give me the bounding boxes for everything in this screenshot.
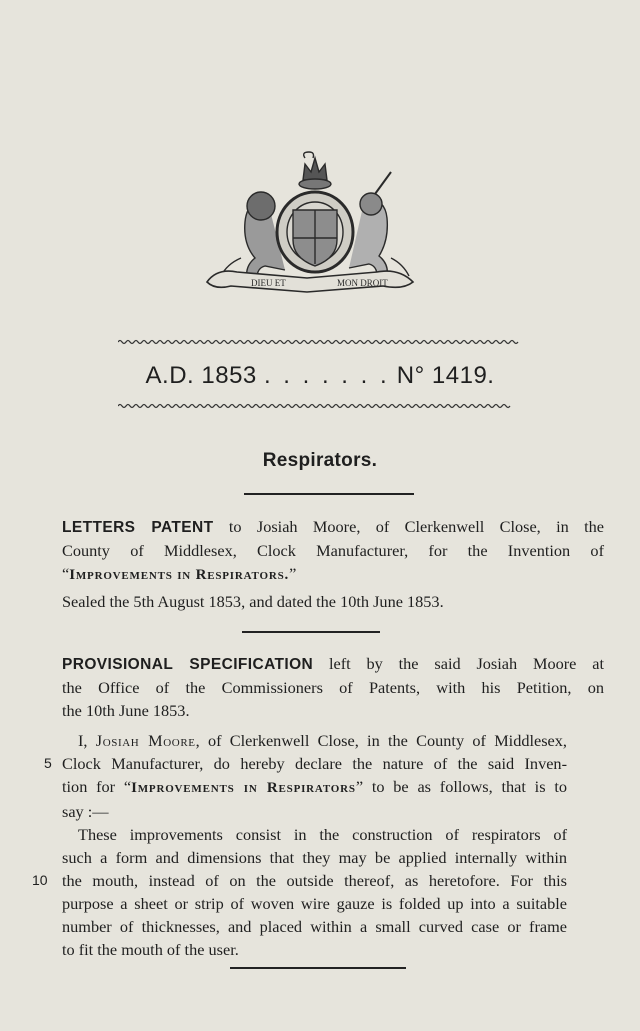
- letters-patent-paragraph: [62, 515, 604, 587]
- body-line: Clock Manufacturer, do hereby declare the nature of the said Inven-: [62, 754, 567, 773]
- open-quote: “: [62, 564, 70, 583]
- specification-body: [32, 729, 567, 961]
- document-title: Respirators.: [262, 450, 378, 471]
- invention-title: Improvements in Respirators.: [69, 567, 290, 583]
- wavy-rule-top: [118, 338, 528, 346]
- body-line: the mouth, instead of on the outside thereof, as heretofore. For this: [62, 871, 567, 890]
- provisional-line1: left by the said Josiah Moore at: [328, 654, 604, 673]
- letters-patent-heading: LETTERS PATENT: [62, 519, 214, 536]
- body-line: tion for “: [62, 777, 132, 796]
- body-line: ” to be as follows, that is to: [355, 777, 567, 796]
- divider-rule: [242, 631, 380, 633]
- royal-coat-of-arms: [205, 150, 425, 295]
- patent-year: A.D. 1853: [145, 362, 257, 389]
- divider-rule: [230, 967, 406, 969]
- patent-number: N° 1419.: [396, 362, 495, 389]
- inventor-name: Josiah Moore: [95, 731, 196, 750]
- provisional-line2: the Office of the Commissioners of Patents, with his Petition, on: [62, 678, 604, 697]
- letters-patent-line2: County of Middlesex, Clock Manufacturer, for the Invention of: [62, 541, 604, 560]
- line-number: 5: [44, 755, 52, 771]
- provisional-paragraph: [62, 652, 604, 722]
- leader-dots: . . . . . . .: [263, 362, 390, 389]
- body-line: to fit the mouth of the user.: [62, 940, 239, 959]
- body-line: These improvements consist in the construction of respirators of: [78, 825, 567, 844]
- motto-left-text: DIEU ET: [251, 278, 286, 288]
- divider-rule: [244, 493, 414, 495]
- letters-patent-line1: to Josiah Moore, of Clerkenwell Close, in the: [228, 517, 604, 536]
- close-quote: ”: [289, 564, 297, 583]
- body-line: say :—: [62, 802, 109, 821]
- invention-title: Improvements in Respirators: [131, 780, 356, 796]
- body-line: number of thicknesses, and placed within a small curved case or frame: [62, 917, 567, 936]
- line-number: 10: [32, 872, 48, 888]
- sealed-line: Sealed the 5th August 1853, and dated the 10th June 1853.: [62, 592, 444, 611]
- body-line: , of Clerkenwell Close, in the County of Middlesex,: [195, 731, 567, 750]
- body-line: such a form and dimensions that they may be applied internally within: [62, 848, 567, 867]
- provisional-heading: PROVISIONAL SPECIFICATION: [62, 656, 314, 673]
- body-line: I,: [78, 731, 96, 750]
- motto-right-text: MON DROIT: [337, 278, 388, 288]
- provisional-line3: the 10th June 1853.: [62, 701, 190, 720]
- body-line: purpose a sheet or strip of woven wire gauze is folded up into a suitable: [62, 894, 567, 913]
- patent-number-line: [0, 362, 640, 390]
- wavy-rule-bottom: [118, 402, 528, 410]
